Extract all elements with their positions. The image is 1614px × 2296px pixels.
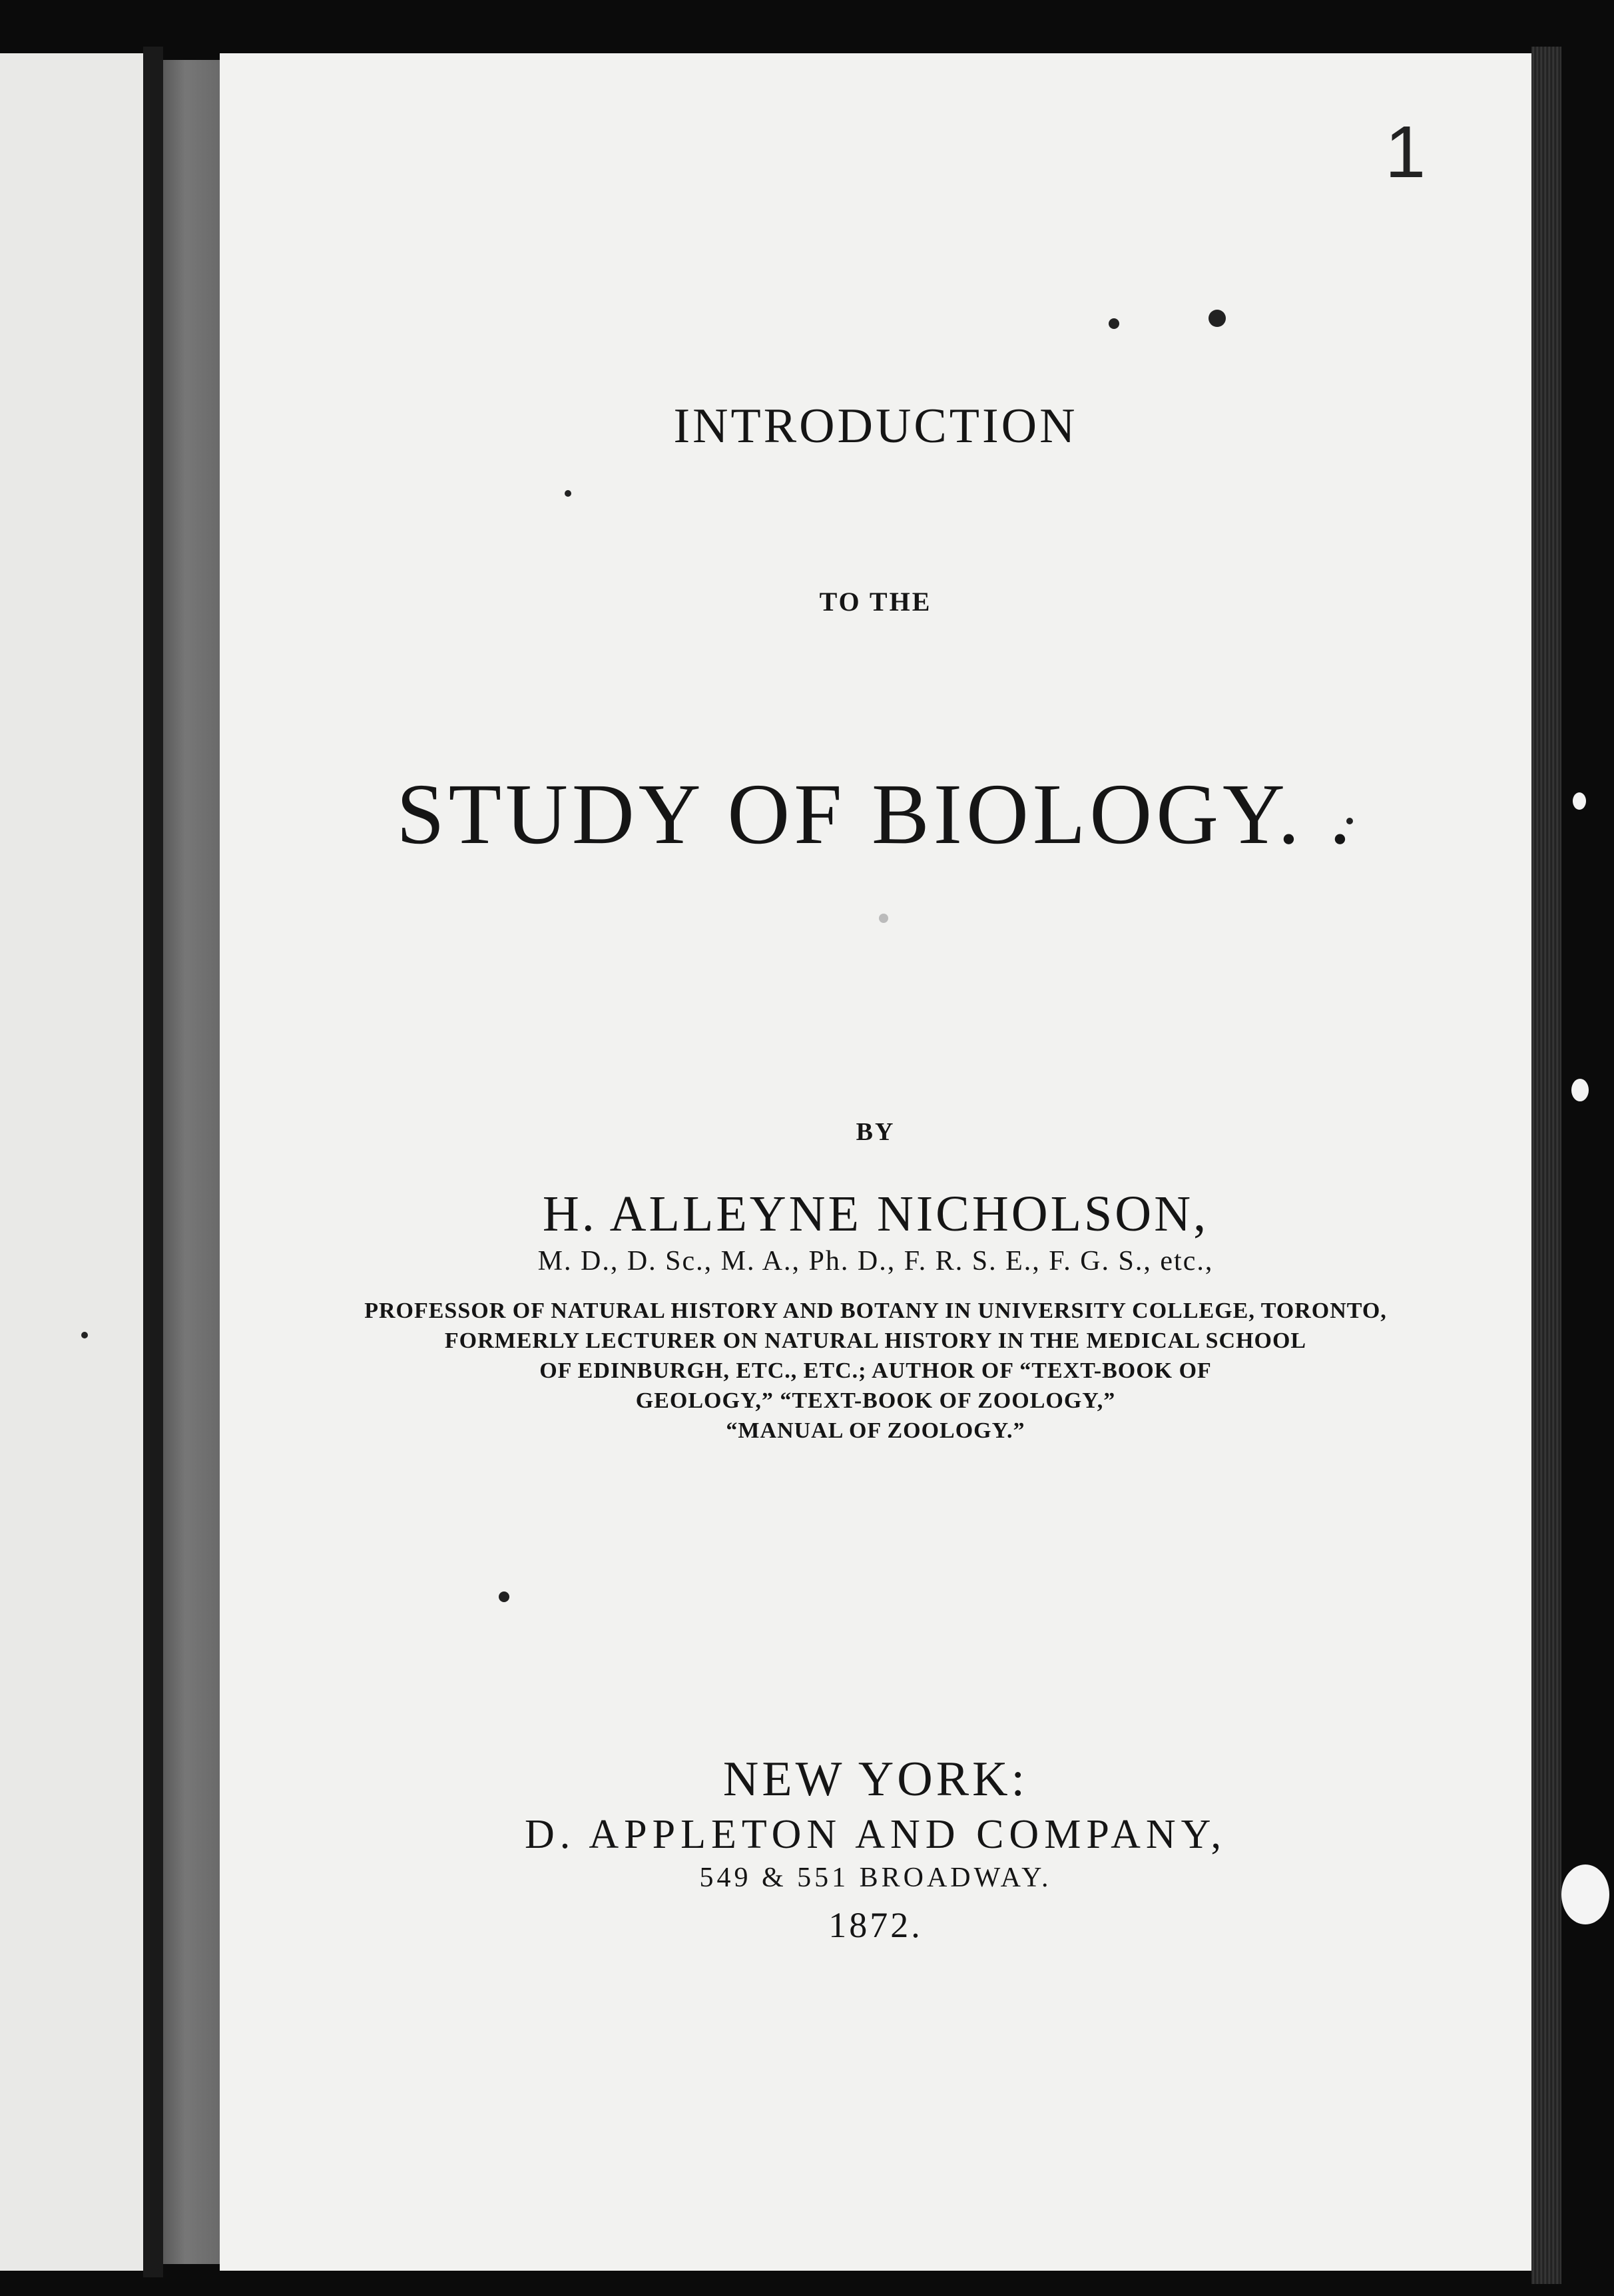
title-to-the: TO THE	[819, 587, 932, 617]
facing-page-edge	[0, 53, 143, 2271]
author-credentials-line: OF EDINBURGH, ETC., ETC.; AUTHOR OF “TEXT-BOOK OF	[539, 1358, 1212, 1383]
imprint-year: 1872.	[828, 1905, 923, 1945]
author-credentials-line: GEOLOGY,” “TEXT-BOOK OF ZOOLOGY,”	[635, 1388, 1116, 1413]
scan-speck	[81, 1332, 88, 1338]
author-name: H. ALLEYNE NICHOLSON,	[542, 1186, 1209, 1242]
main-title: STUDY OF BIOLOGY. .	[396, 766, 1355, 862]
gutter-shadow	[143, 47, 163, 2277]
scan-speck	[565, 490, 571, 497]
imprint-address: 549 & 551 BROADWAY.	[699, 1863, 1052, 1893]
imprint-city: NEW YORK:	[722, 1752, 1029, 1807]
author-credentials-line: PROFESSOR OF NATURAL HISTORY AND BOTANY IN UNIVERSITY COLLEGE, TORONTO,	[364, 1298, 1387, 1323]
scan-blob	[1571, 1079, 1589, 1101]
scan-blob	[1573, 792, 1586, 810]
binding-spine	[163, 60, 220, 2264]
author-credentials-line: FORMERLY LECTURER ON NATURAL HISTORY IN THE MEDICAL SCHOOL	[444, 1328, 1307, 1353]
page-block-edge	[1531, 47, 1561, 2284]
imprint-publisher: D. APPLETON AND COMPANY,	[525, 1812, 1226, 1857]
scan-speck	[1109, 318, 1119, 329]
pencil-annotation: 1	[1385, 111, 1426, 193]
byline: BY	[856, 1118, 896, 1146]
author-credentials-line: “MANUAL OF ZOOLOGY.”	[726, 1418, 1025, 1443]
title-intro: INTRODUCTION	[673, 399, 1078, 453]
author-degrees: M. D., D. Sc., M. A., Ph. D., F. R. S. E., F. G. S., etc.,	[537, 1246, 1214, 1277]
scan-speck	[1209, 310, 1226, 327]
scan-speck	[879, 914, 888, 923]
scan-blob	[1561, 1865, 1609, 1924]
scan-speck	[499, 1591, 509, 1602]
